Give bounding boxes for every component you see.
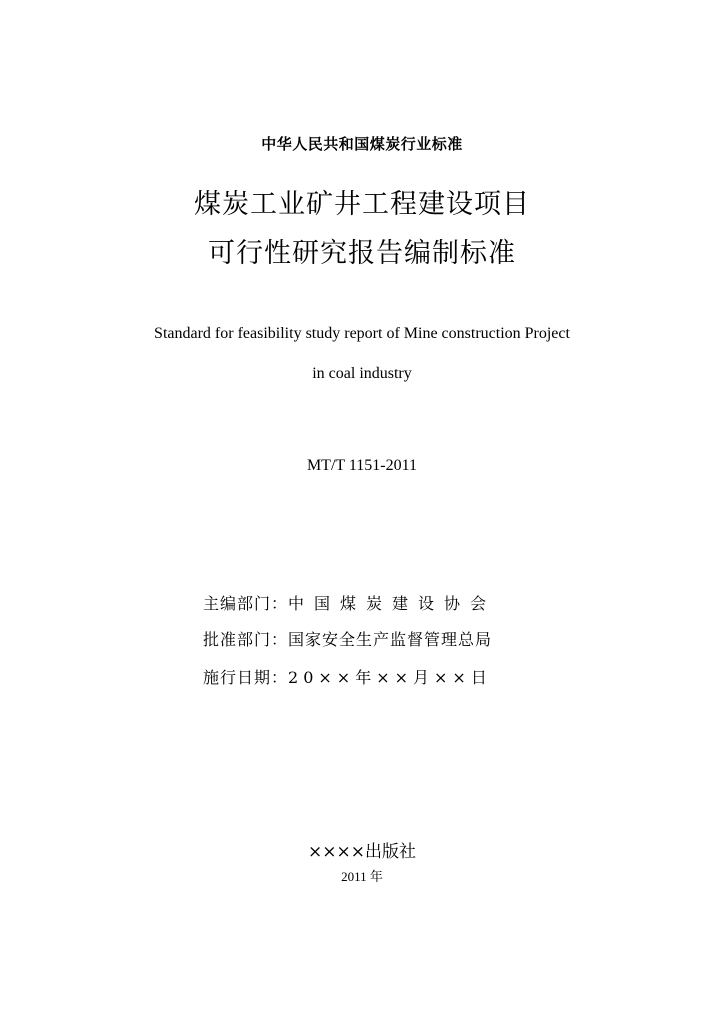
title-en-line-2: in coal industry xyxy=(312,365,412,382)
editor-row xyxy=(203,591,496,614)
title-en-line-1: Standard for feasibility study report of Mine construction Project xyxy=(154,325,570,342)
publication-year: 2011 年 xyxy=(341,869,383,884)
approver-row xyxy=(203,627,492,650)
issuer-heading: 中华人民共和国煤炭行业标准 xyxy=(261,135,463,153)
approver-value: 国家安全生产监督管理总局 xyxy=(288,630,493,649)
approver-label: 批准部门： xyxy=(203,630,289,649)
date-label: 施行日期： xyxy=(203,668,289,687)
title-cn-line-1: 煤炭工业矿井工程建设项目 xyxy=(194,189,530,220)
date-value: 20××年××月××日 xyxy=(288,668,492,687)
title-cn-line-2: 可行性研究报告编制标准 xyxy=(208,238,516,269)
standard-code: MT/T 1151-2011 xyxy=(306,457,418,474)
publisher: ××××出版社 xyxy=(308,842,416,862)
editor-label: 主编部门： xyxy=(203,594,289,613)
editor-value: 中国煤炭建设协会 xyxy=(288,594,497,613)
date-row xyxy=(203,665,492,688)
